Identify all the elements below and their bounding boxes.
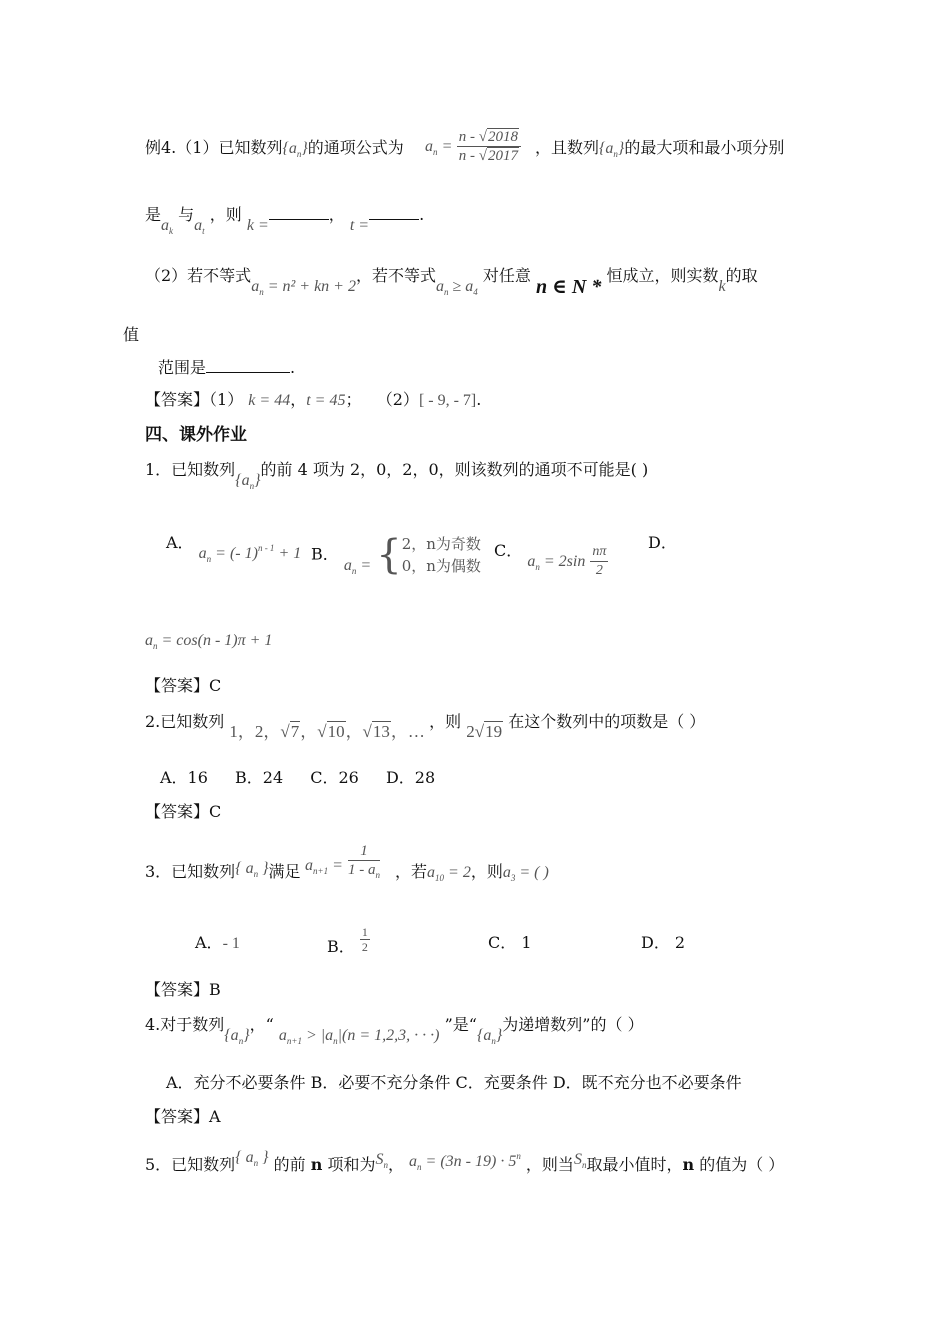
q2-option-b: B．24 [235, 768, 284, 787]
q1-option-a: A． $a_n$ = (- 1)$^{n - 1}$ + 1 [166, 533, 302, 564]
q4-options: A．充分不必要条件 B．必要不充分条件 C．充要条件 D．既不充分也不必要条件 [166, 1073, 742, 1092]
q3-option-a: A．- 1 [195, 933, 240, 952]
q3-option-c: C． 1 [488, 933, 532, 952]
ex4-line3: （2）若不等式$a_n = n^2$ + kn + 2，若不等式$a_n \ge a_4$ 对任意 n ∈ N * 恒成立，则实数k的取 [145, 266, 758, 298]
q1-option-d-formula: $a_n = \cos(n - 1)\pi + 1$ [145, 632, 273, 651]
q2-options [160, 768, 435, 788]
section-title: 四、课外作业 [145, 425, 247, 445]
q2-option-a: A．16 [160, 768, 208, 787]
q3-answer: 【答案】B [145, 980, 221, 999]
ex4-line2: 是$a_k$ 与$a_t$ ，则 k =， t =. [145, 205, 425, 236]
ex4-answer: 【答案】（1） k = 44，t = 45； （2）[ - 9, - 7]. [145, 390, 482, 409]
q2-option-c: C．26 [310, 768, 359, 787]
t-blank [369, 219, 419, 220]
k-blank [269, 219, 329, 220]
ex4-line5: 范围是 . [158, 358, 296, 377]
ex4-line4: 值 [123, 325, 140, 344]
q1-stem: 1．已知数列$\{a_n\}$的前 4 项为 2，0，2，0，则该数列的通项不可能是( ) [145, 460, 649, 491]
q4-answer: 【答案】A [145, 1107, 221, 1126]
q1-option-c: C． $a_n = 2\sin$ $\frac{n\pi}{2}$ [494, 541, 607, 578]
q1-option-d: D． [648, 533, 677, 552]
ex4-general-term-formula: $a_n$ = $\frac{n - √2018}{n - √2017}$ [425, 128, 521, 165]
q3-stem-tail: ，若$a_{10} = 2$，则$a_3$ = ( ) [395, 862, 549, 883]
q4-stem: 4.对于数列$\{a_n\}$，“ $a_{n+1} > |a_n|(n = 1,2,3$, · · ·) ”是“$\{a_n\}$为递增数列”的（ ） [145, 1015, 644, 1046]
ex4-line1-tail: ，且数列$\{a_n\}$的最大项和最小项分别 [535, 138, 785, 159]
q1-option-b: B． $a_n$ = { 2，n为奇数 0，n为偶数 [311, 532, 481, 578]
q3-option-d: D． 2 [641, 933, 686, 952]
q3-stem: 3．已知数列{ $a_n$ }满足 [145, 860, 301, 881]
q3-recurrence: $a_{n+1}$ = $\frac{1}{1 - a_n}$ [305, 843, 380, 880]
ex4-line1: 例4.（1）已知数列$\{a_n\}$的通项公式为 [145, 138, 404, 159]
q2-stem: 2.已知数列 1，2，√7，√10，√13，… ，则 2√19 在这个数列中的项数是（ ） [145, 712, 706, 741]
q2-option-d: D．28 [385, 768, 436, 787]
q5-stem: 5．已知数列{ $a_n$ } 的前 n 项和为$S_n$， $a_n = (3n - 19) \cdot 5^n$ ，则当$S_n$取最小值时，n 的值为（ ） [145, 1149, 785, 1174]
q2-answer: 【答案】C [145, 802, 222, 821]
q1-answer: 【答案】C [145, 676, 222, 695]
q3-option-b: B． $\frac{1}{2}$ [327, 925, 368, 956]
range-blank [206, 372, 290, 373]
